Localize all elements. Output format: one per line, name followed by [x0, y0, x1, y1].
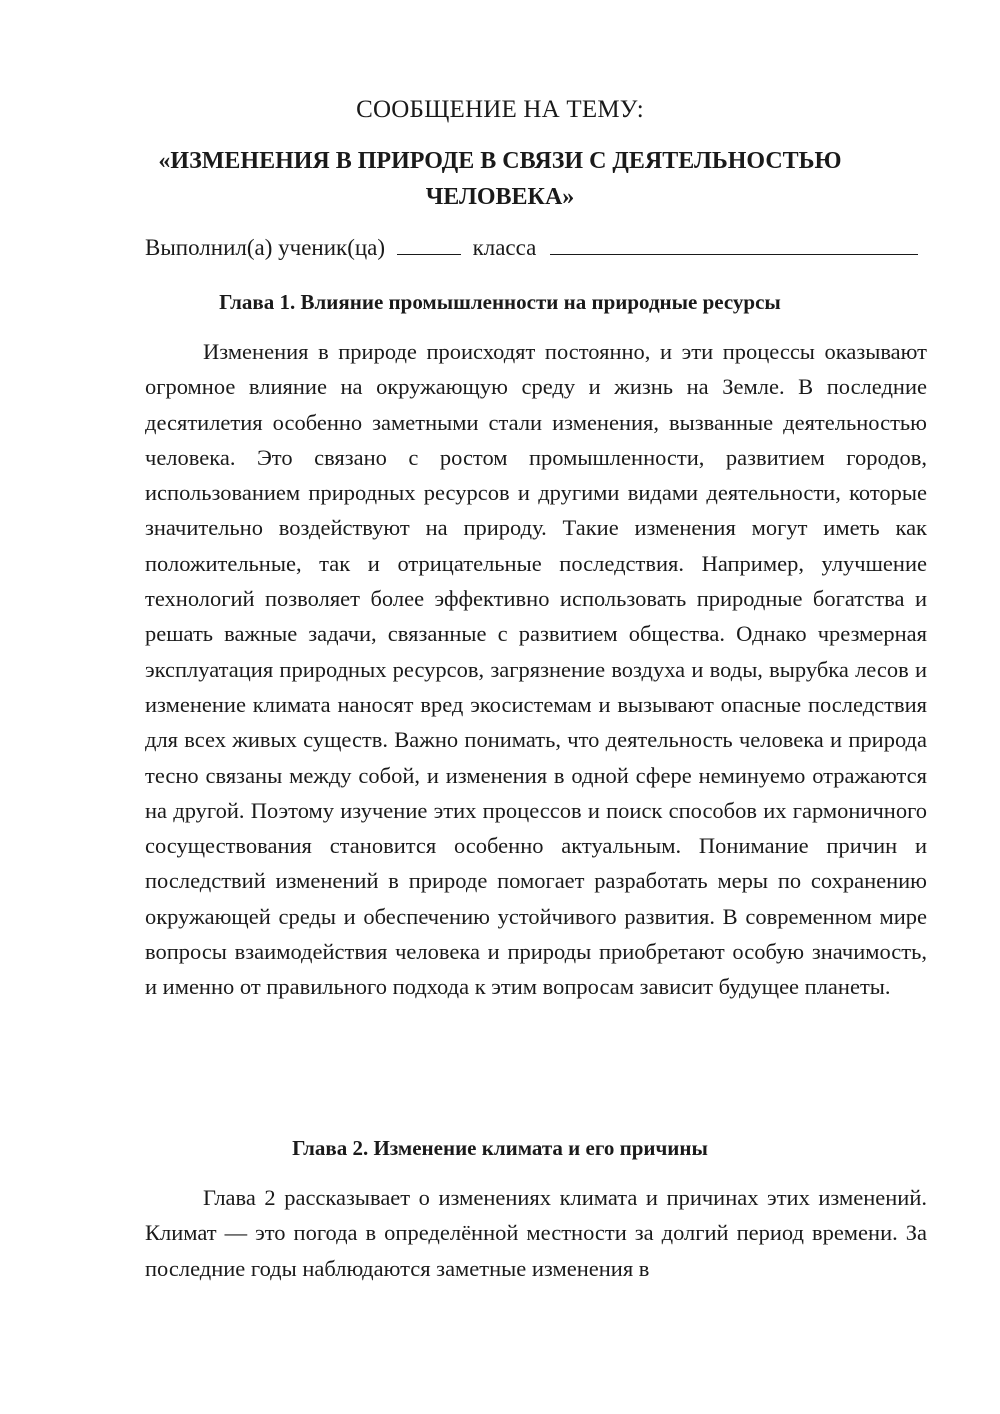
student-name-blank: [550, 234, 918, 255]
chapter1-paragraph: Изменения в природе происходят постоянно, и эти процессы оказывают огромное влияние на окружающую среду и жизнь на Земле. В последние десятилетия особенно заметными стали изменения, вызванные деятельностью человека. Это связано с ростом промышленности, развитием городов, использованием природных ресурсов и другими видами деятельности, которые значительно воздействуют на природу. Такие изменения могут иметь как положительные, так и отрицательные последствия. Например, улучшение технологий позволяет более эффективно использовать природные богатства и решать важные задачи, связанные с развитием общества. Однако чрезмерная эксплуатация природных ресурсов, загрязнение воздуха и воды, вырубка лесов и изменение климата наносят вред экосистемам и вызывают опасные последствия для всех живых существ. Важно понимать, что деятельность человека и природа тесно связаны между собой, и изменения в одной сфере неминуемо отражаются на другой. Поэтому изучение этих процессов и поиск способов их гармоничного сосуществования становится особенно актуальным. Понимание причин и последствий изменений в природе помогает разработать меры по сохранению окружающей среды и обеспечению устойчивого развития. В современном мире вопросы взаимодействия человека и природы приобретают особую значимость, и именно от правильного подхода к этим вопросам зависит будущее планеты.: [145, 339, 927, 1000]
chapter2-paragraph: Глава 2 рассказывает о изменениях климата и причинах этих изменений. Климат — это погода в определённой местности за долгий период времени. За последние годы наблюдаются заметные изменения в: [145, 1185, 927, 1281]
class-number-blank: [397, 234, 461, 255]
class-label: класса: [472, 235, 537, 260]
student-info-line: [145, 234, 918, 261]
chapter1-heading: Глава 1. Влияние промышленности на природные ресурсы: [219, 290, 781, 314]
chapter2-heading: Глава 2. Изменение климата и его причины: [292, 1136, 708, 1160]
document-title: «ИЗМЕНЕНИЯ В ПРИРОДЕ В СВЯЗИ С ДЕЯТЕЛЬНОСТЬЮ ЧЕЛОВЕКА»: [158, 148, 842, 210]
document-title-intro: СООБЩЕНИЕ НА ТЕМУ:: [356, 96, 644, 123]
student-label: Выполнил(а) ученик(ца): [145, 235, 386, 260]
